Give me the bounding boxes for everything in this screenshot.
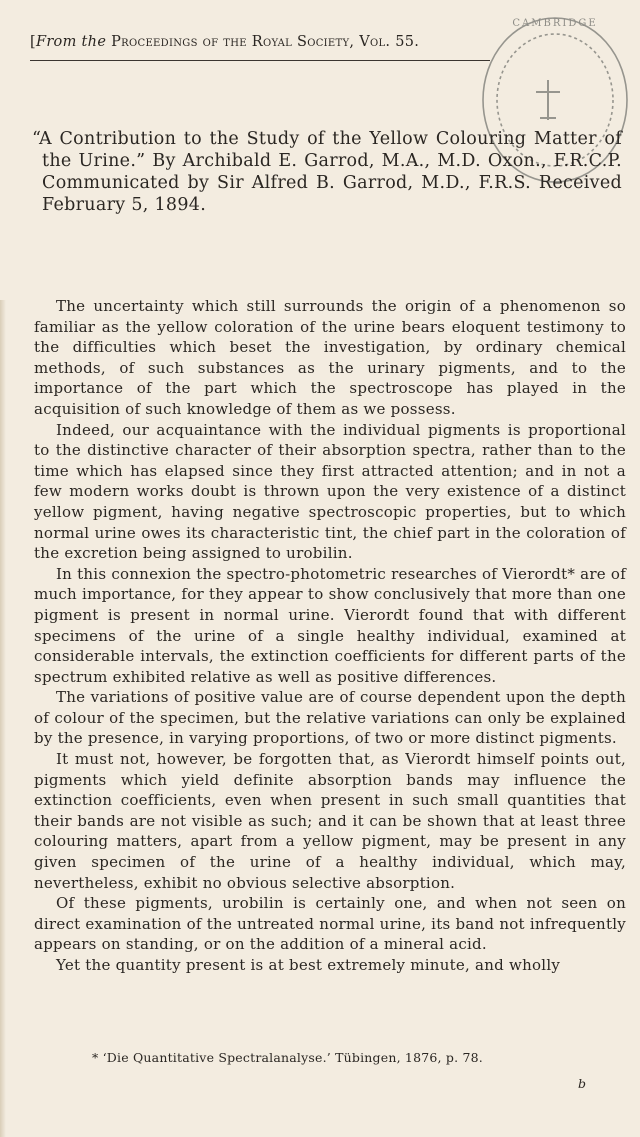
- signature-mark: b: [578, 1076, 587, 1091]
- paragraph-2: Indeed, our acquaintance with the individual pigments is proportional to the distinctive character of their absorption spectra, rather than to the time which has elapsed since they first attracted attention; and in not a few modern works doubt is thrown upon the very existence of a distinct yellow pigment, having negative spectroscopic properties, but to which normal urine owes its characteristic tint, the chief part in the coloration of the excretion being assigned to urobilin.: [34, 420, 626, 563]
- journal-header: [30, 34, 490, 50]
- header-rule: [30, 60, 490, 61]
- paragraph-6: Of these pigments, urobilin is certainly one, and when not seen on direct examination of the untreated normal urine, its band not infrequently appears on standing, or on the addition of a mineral acid.: [34, 894, 626, 954]
- paragraph-4: The variations of positive value are of course dependent upon the depth of colour of the specimen, but the relative variations can only be explained by the presence, in varying proportions, of two or more distinct pigments.: [34, 688, 626, 748]
- header-from-text: From the: [35, 34, 107, 50]
- paragraph-3: In this connexion the spectro-photometric researches of Vierordt* are of much importance, for they appear to show conclusively that more than one pigment is present in normal urine. Vierordt found that with different specimens of the urine of a single healthy individual, examined at considerable intervals, the extinction coefficients for different parts of the spectrum exhibited relative as well as positive differences.: [34, 564, 626, 686]
- header-journal: Proceedings of the Royal Society, Vol. 55.: [111, 34, 420, 50]
- paragraph-1: The uncertainty which still surrounds the origin of a phenomenon so familiar as the yellow coloration of the urine bears eloquent testimony to the difficulties which beset the investigation, by ordinary chemical methods, of such substances as the urinary pigments, and to the importance of the part which the spectroscope has played in the acquisition of such knowledge of them as we possess.: [34, 297, 626, 418]
- paragraph-7: Yet the quantity present is at best extremely minute, and wholly: [56, 956, 561, 974]
- paragraph-5: It must not, however, be forgotten that, as Vierordt himself points out, pigments which yield definite absorption bands may influence the extinction coefficients, even when present in such small quantities that their bands are not visible as such; and it can be shown that at least three colouring matters, apart from a yellow pigment, may be present in any given specimen of the urine of a healthy individual, which may, nevertheless, exhibit no obvious selective absorption.: [34, 750, 626, 892]
- article-title-block: [32, 128, 622, 216]
- stamp-text: CAMBRIDGE: [512, 18, 598, 29]
- header-bracket: [: [30, 34, 36, 50]
- footnote: * ‘Die Quantitative Spectralanalyse.’ Tübingen, 1876, p. 78.: [92, 1050, 483, 1065]
- article-title: “A Contribution to the Study of the Yellow Colouring Matter of the Urine.” By Archibald E. Garrod, M.A., M.D. Oxon., F.R.C.P. Communicated by Sir Alfred B. Garrod, M.D., F.R.S. Received February 5, 1894.: [32, 129, 622, 215]
- page-gutter-shadow: [0, 300, 6, 1137]
- article-body: [34, 296, 626, 976]
